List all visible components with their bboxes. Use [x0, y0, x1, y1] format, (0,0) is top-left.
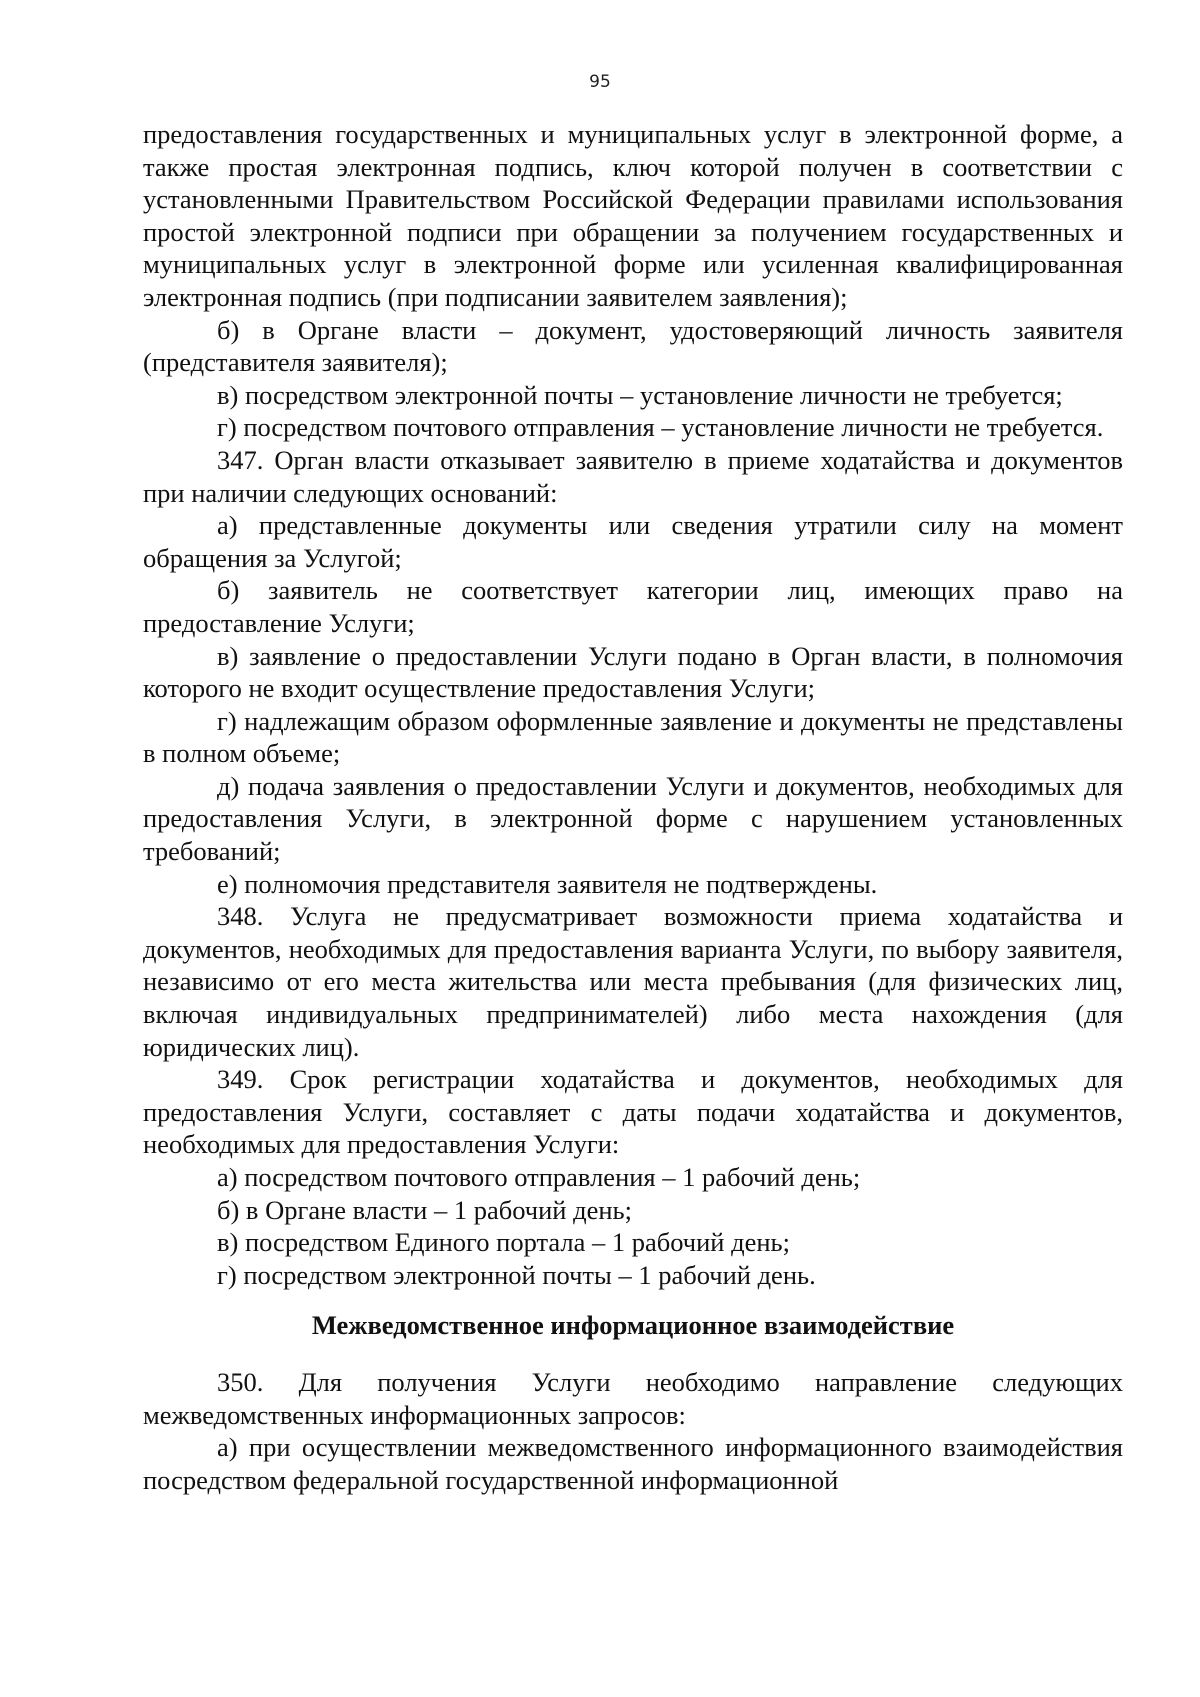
document-body [143, 118, 1123, 1496]
paragraph: в) заявление о предоставлении Услуги подано в Орган власти, в полномочия которого не входит осуществление предоставления Услуги; [143, 640, 1123, 704]
paragraph: в) посредством электронной почты – установление личности не требуется; [217, 379, 1063, 410]
paragraph: а) при осуществлении межведомственного информационного взаимодействия посредством федеральной государственной информационной [143, 1432, 1123, 1495]
paragraph: в) посредством Единого портала – 1 рабочий день; [217, 1227, 790, 1258]
paragraph: 349. Срок регистрации ходатайства и документов, необходимых для предоставления Услуги, составляет с даты подачи ходатайства и документов, необходимых для предоставления Услуги: [143, 1064, 1123, 1160]
paragraph: г) посредством почтового отправления – установление личности не требуется. [217, 412, 1104, 443]
paragraph: г) надлежащим образом оформленные заявление и документы не представлены в полном объеме; [143, 705, 1123, 769]
paragraph: а) посредством почтового отправления – 1 рабочий день; [217, 1162, 861, 1192]
paragraph: а) представленные документы или сведения утратили силу на момент обращения за Услугой; [143, 510, 1123, 573]
paragraph: 350. Для получения Услуги необходимо направление следующих межведомственных информационных запросов: [143, 1366, 1123, 1430]
paragraph: б) в Органе власти – документ, удостоверяющий личность заявителя (представителя заявителя); [143, 314, 1123, 378]
paragraph: предоставления государственных и муниципальных услуг в электронной форме, а также простая электронная подпись, ключ которой получен в соответствии с установленными Правительством Российской Федерации правилами использования простой электронной подписи при обращении за получением государственных и муниципальных услуг в электронной форме или усиленная квалифицированная электронная подпись (при подписании заявителем заявления); [143, 119, 1123, 312]
section-heading: Межведомственное информационное взаимодействие [311, 1310, 955, 1341]
paragraph: 347. Орган власти отказывает заявителю в приеме ходатайства и документов при наличии следующих оснований: [143, 444, 1123, 508]
paragraph: г) посредством электронной почты – 1 рабочий день. [217, 1259, 816, 1290]
paragraph: 348. Услуга не предусматривает возможности приема ходатайства и документов, необходимых для предоставления варианта Услуги, по выбору заявителя, независимо от его места жительства или места пребывания (для физических лиц, включая индивидуальных предпринимателей) либо места нахождения (для юридических лиц). [143, 901, 1123, 1062]
paragraph: д) подача заявления о предоставлении Услуги и документов, необходимых для предоставления Услуги, в электронной форме с нарушением установленных требований; [143, 770, 1123, 867]
page-number: 95 [589, 72, 611, 92]
paragraph: е) полномочия представителя заявителя не подтверждены. [217, 868, 878, 899]
paragraph: б) в Органе власти – 1 рабочий день; [217, 1194, 632, 1225]
paragraph: б) заявитель не соответствует категории лиц, имеющих право на предоставление Услуги; [143, 575, 1123, 638]
